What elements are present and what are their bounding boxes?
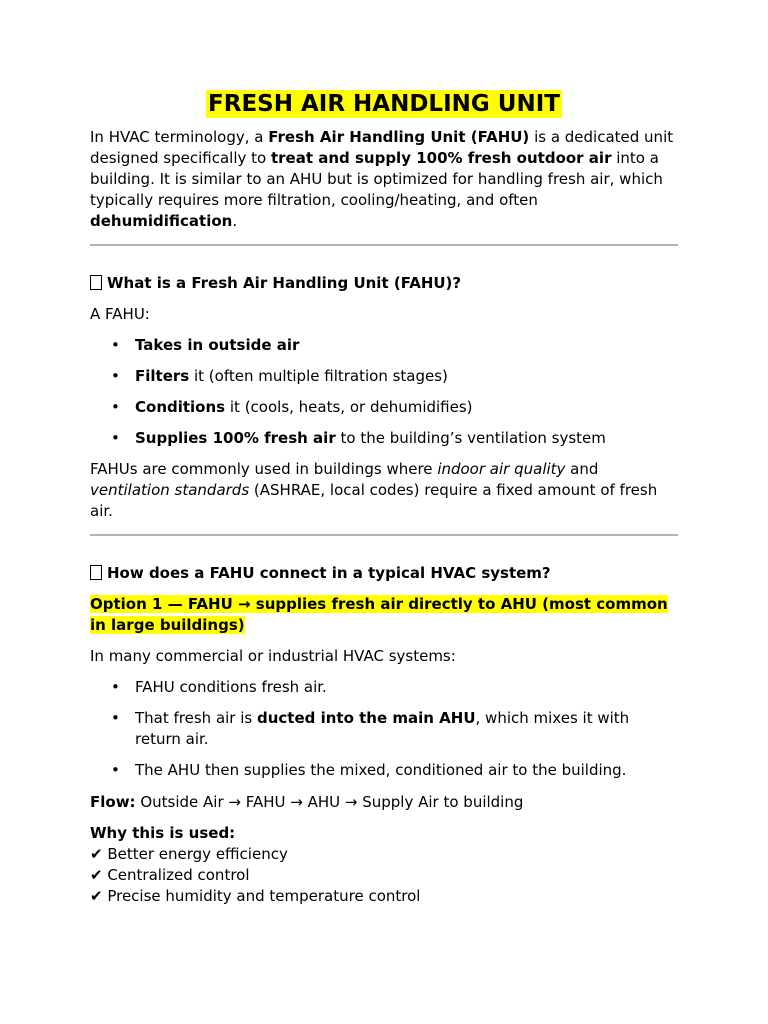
why-label: [90, 823, 678, 844]
why-label-text: Why this is used:: [90, 824, 236, 842]
list-item-text: to the building’s ventilation system: [335, 429, 606, 447]
section1-heading-text: What is a Fresh Air Handling Unit (FAHU)?: [107, 274, 462, 292]
section1-paragraph: [90, 459, 678, 522]
intro-text-2: is a dedicated unit designed specifically to: [90, 128, 674, 167]
intro-text-4: .: [232, 212, 238, 230]
list-item: [90, 397, 678, 418]
section1-list: [90, 335, 678, 449]
para-text-1: FAHUs are commonly used in buildings where: [90, 460, 438, 478]
list-item-bold: Supplies 100% fresh air: [135, 429, 336, 447]
list-item-text: it (cools, heats, or dehumidifies): [225, 398, 473, 416]
list-item-text: The AHU then supplies the mixed, conditioned air to the building.: [135, 761, 627, 779]
list-item-text: FAHU conditions fresh air.: [135, 678, 327, 696]
bullet-icon: •: [111, 398, 120, 416]
section1-lead: A FAHU:: [90, 305, 150, 323]
bullet-icon: •: [111, 429, 120, 447]
benefit-item: ✔ Precise humidity and temperature control: [90, 887, 421, 905]
benefit-item: ✔ Better energy efficiency: [90, 845, 288, 863]
list-item: [90, 708, 678, 750]
flow-label: Flow:: [90, 793, 136, 811]
section2-heading-text: How does a FAHU connect in a typical HVAC system?: [107, 564, 551, 582]
section2-heading: [90, 563, 678, 584]
list-item-bold: Filters: [135, 367, 190, 385]
list-item: [90, 366, 678, 387]
list-item: [90, 335, 678, 356]
section2-lead: In many commercial or industrial HVAC systems:: [90, 647, 456, 665]
benefit-item: ✔ Centralized control: [90, 866, 250, 884]
bullet-icon: •: [111, 367, 120, 385]
para-text-3: (ASHRAE, local codes) require a fixed amount of fresh air.: [90, 481, 658, 520]
list-item-bold: Takes in outside air: [135, 336, 300, 354]
list-item: [90, 428, 678, 449]
bullet-icon: •: [111, 709, 120, 727]
flow-text: Outside Air → FAHU → AHU → Supply Air to building: [135, 793, 524, 811]
para-text-2: and: [565, 460, 599, 478]
benefits-list: [90, 844, 678, 907]
bullet-icon: •: [111, 336, 120, 354]
missing-glyph-icon: [90, 565, 102, 580]
section2-list: [90, 677, 678, 781]
intro-bold-fahu: Fresh Air Handling Unit (FAHU): [268, 128, 530, 146]
list-item-text: That fresh air is: [135, 709, 257, 727]
divider-2: [90, 534, 678, 536]
option-highlight: [90, 594, 678, 636]
list-item: [90, 760, 678, 781]
title-container: [90, 90, 678, 118]
list-item-text: it (often multiple filtration stages): [189, 367, 448, 385]
flow-line: [90, 792, 678, 813]
section1-heading: [90, 273, 678, 294]
option-text: Option 1 — FAHU → supplies fresh air directly to AHU (most common in large buildings): [90, 595, 668, 634]
document-content: [90, 90, 678, 907]
bullet-icon: •: [111, 761, 120, 779]
intro-bold-dehumidification: dehumidification: [90, 212, 233, 230]
divider-1: [90, 244, 678, 246]
list-item: [90, 677, 678, 698]
missing-glyph-icon: [90, 275, 102, 290]
para-italic-standards: ventilation standards: [90, 481, 250, 499]
intro-text-3: into a building. It is similar to an AHU but is optimized for handling fresh air, which typically requires more filtration, cooling/heating, and often: [90, 149, 663, 209]
list-item-text-2: , which mixes it with return air.: [135, 709, 630, 748]
bullet-icon: •: [111, 678, 120, 696]
intro-text-1: In HVAC terminology, a: [90, 128, 269, 146]
para-italic-iaq: indoor air quality: [437, 460, 566, 478]
intro-bold-treat: treat and supply 100% fresh outdoor air: [270, 149, 612, 167]
page-title: FRESH AIR HANDLING UNIT: [208, 91, 560, 117]
intro-paragraph: [90, 127, 678, 232]
list-item-bold: ducted into the main AHU: [257, 709, 476, 727]
list-item-bold: Conditions: [135, 398, 226, 416]
